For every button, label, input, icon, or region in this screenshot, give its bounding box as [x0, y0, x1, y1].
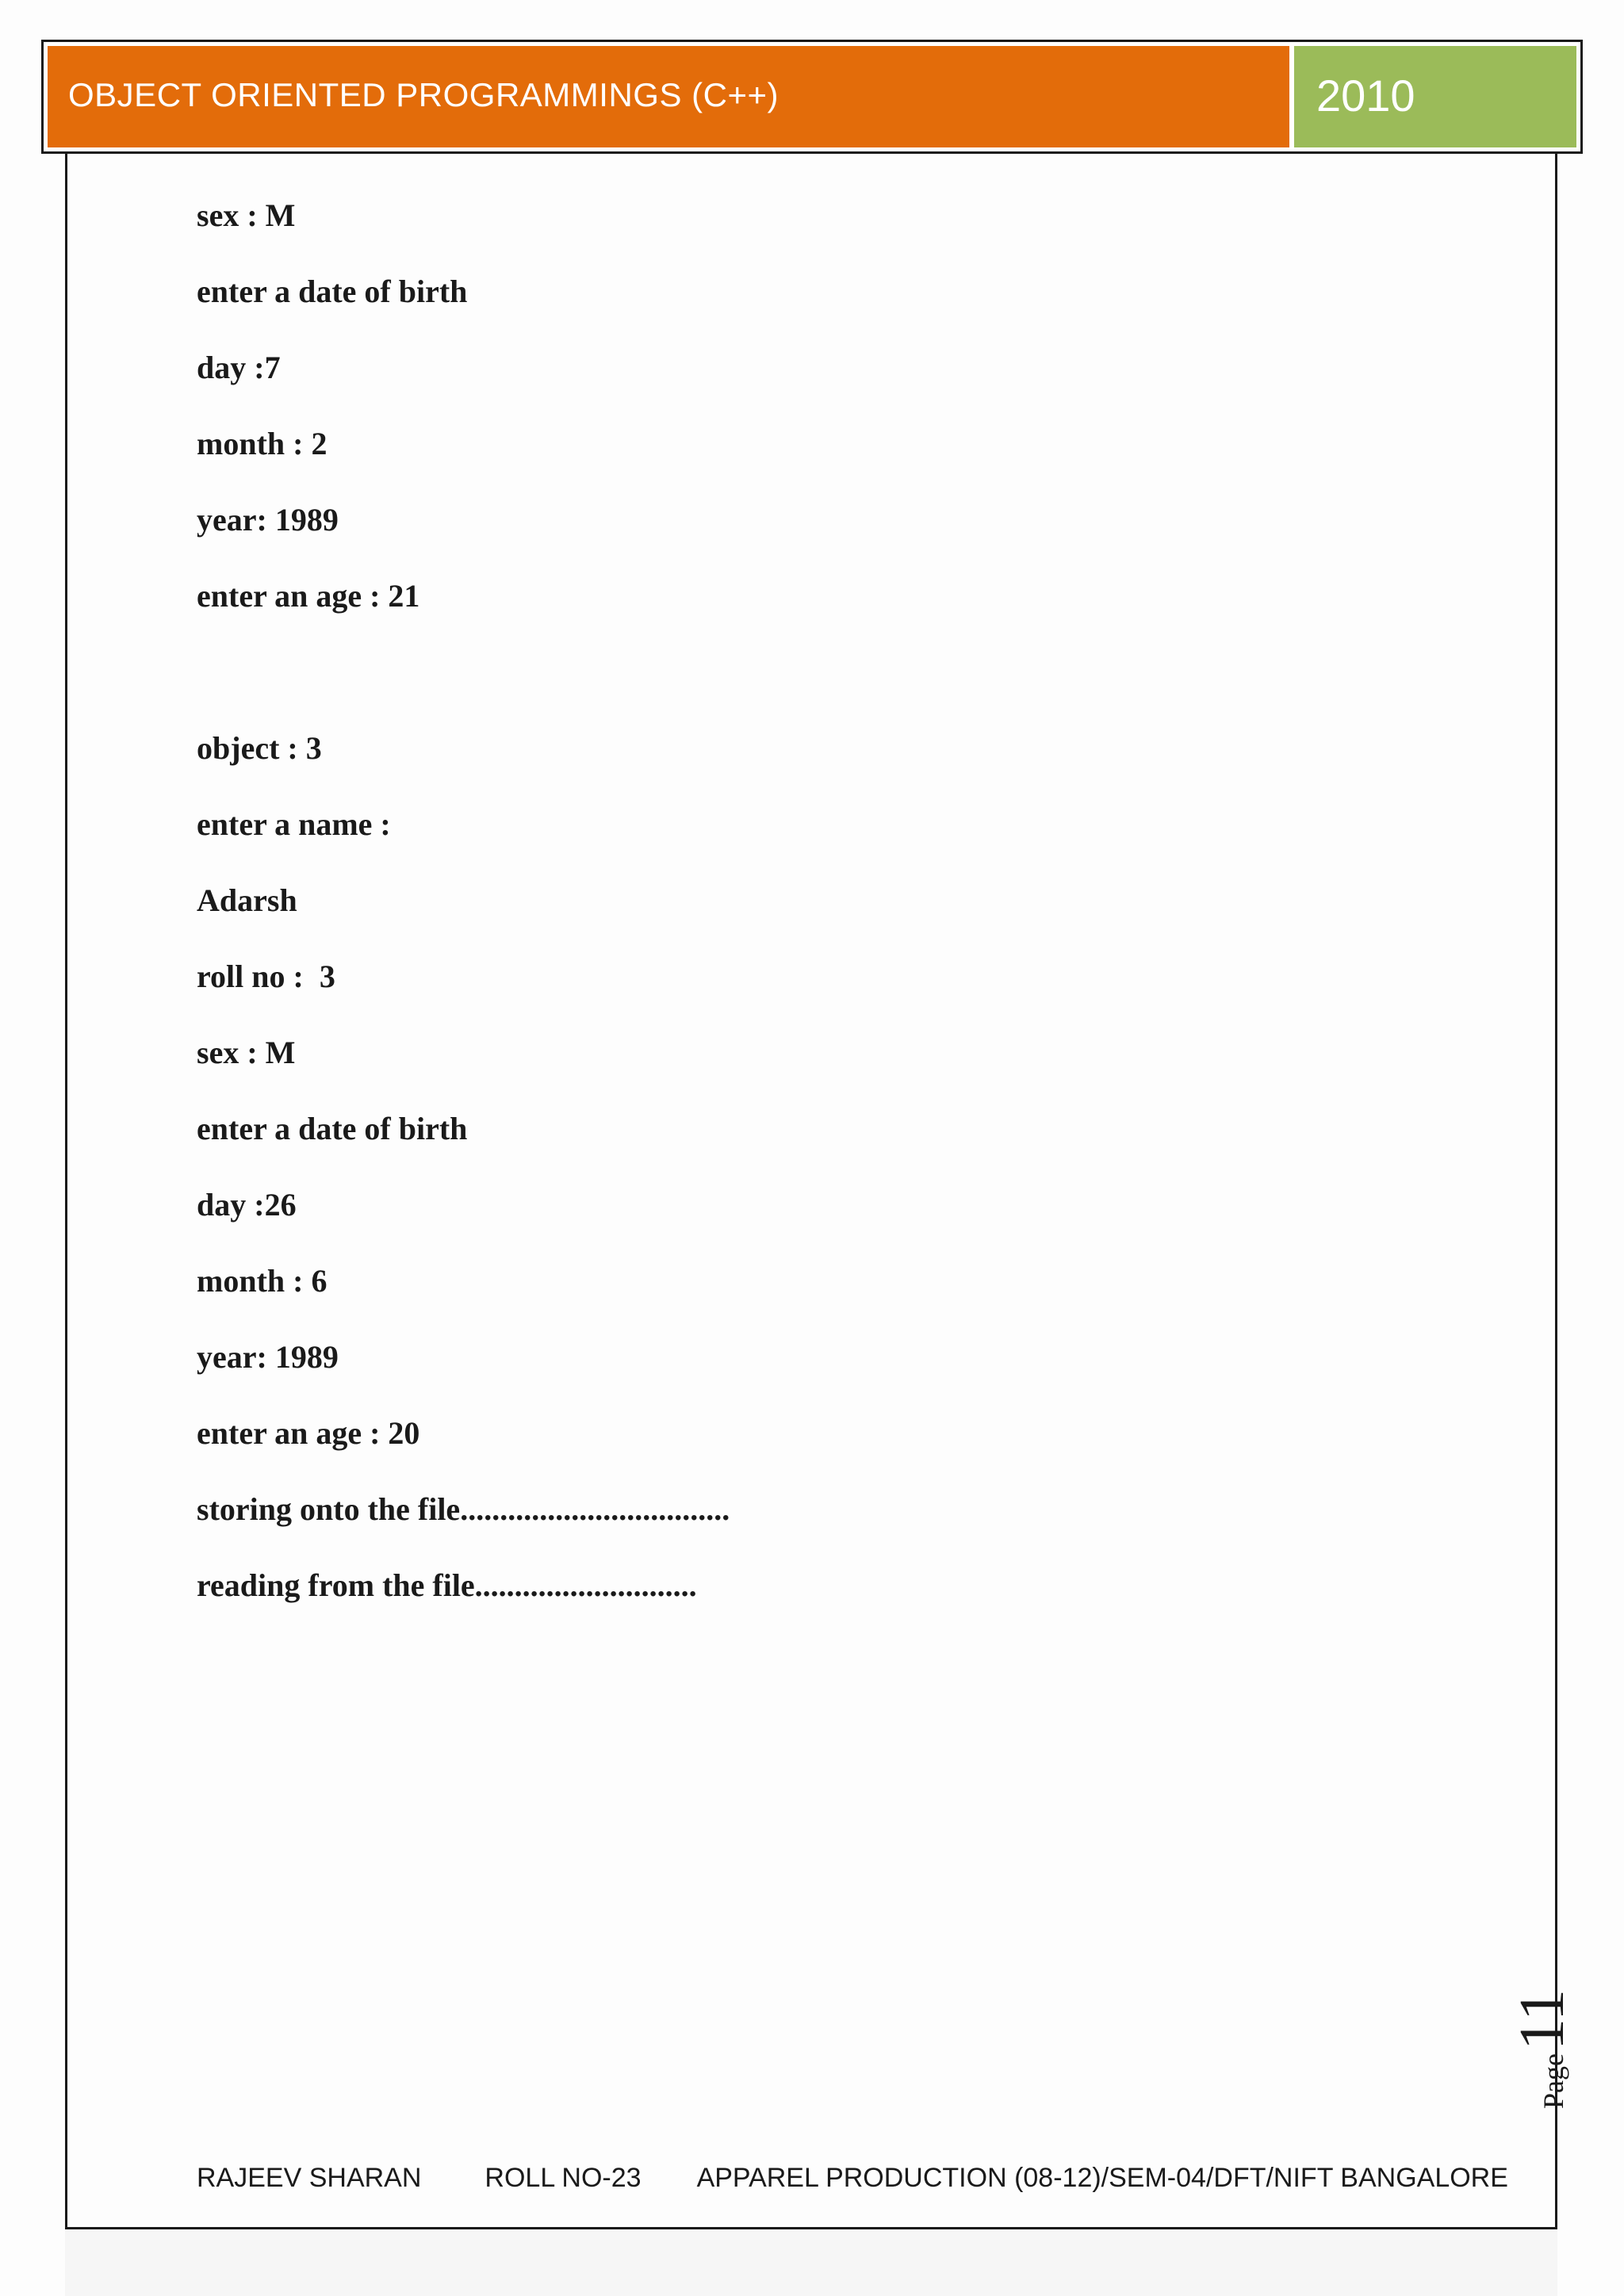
body-line: year: 1989 [197, 1339, 339, 1375]
body-line: day :26 [197, 1187, 297, 1223]
body-line: sex : M [197, 1035, 296, 1070]
body-line: day :7 [197, 350, 281, 385]
page-number-marker [1507, 1966, 1577, 2109]
footer [197, 2163, 1508, 2194]
page-number [1507, 1989, 1579, 2109]
body-line: sex : M [197, 197, 296, 233]
header-year-box [1294, 46, 1576, 147]
footer-author-name: RAJEEV SHARAN [197, 2163, 422, 2193]
body-line: reading from the file............................ [197, 1567, 697, 1603]
page-label: Page [1538, 2053, 1569, 2109]
body-line: enter a date of birth [197, 1111, 468, 1146]
footer-roll-number: ROLL NO-23 [485, 2163, 642, 2193]
page-bottom-strip [65, 2229, 1557, 2296]
document-body [197, 197, 1465, 1643]
page-number-value: 11 [1507, 1988, 1577, 2051]
header-title-bar [48, 46, 1289, 147]
body-line: enter a date of birth [197, 274, 468, 309]
body-line: Adarsh [197, 882, 297, 918]
body-line: roll no : 3 [197, 959, 335, 994]
body-line: enter an age : 20 [197, 1415, 420, 1451]
body-line: month : 2 [197, 426, 327, 461]
body-line: month : 6 [197, 1263, 327, 1299]
header-title: OBJECT ORIENTED PROGRAMMINGS (C++) [68, 76, 779, 113]
body-line: enter a name : [197, 806, 391, 842]
header-year: 2010 [1316, 71, 1415, 121]
body-line: object : 3 [197, 730, 322, 766]
body-line: storing onto the file.................................. [197, 1491, 730, 1527]
blank-line [197, 653, 1465, 729]
body-line: year: 1989 [197, 502, 339, 538]
footer-course-info: APPAREL PRODUCTION (08-12)/SEM-04/DFT/NIFT BANGALORE [696, 2163, 1508, 2193]
body-line: enter an age : 21 [197, 578, 420, 614]
